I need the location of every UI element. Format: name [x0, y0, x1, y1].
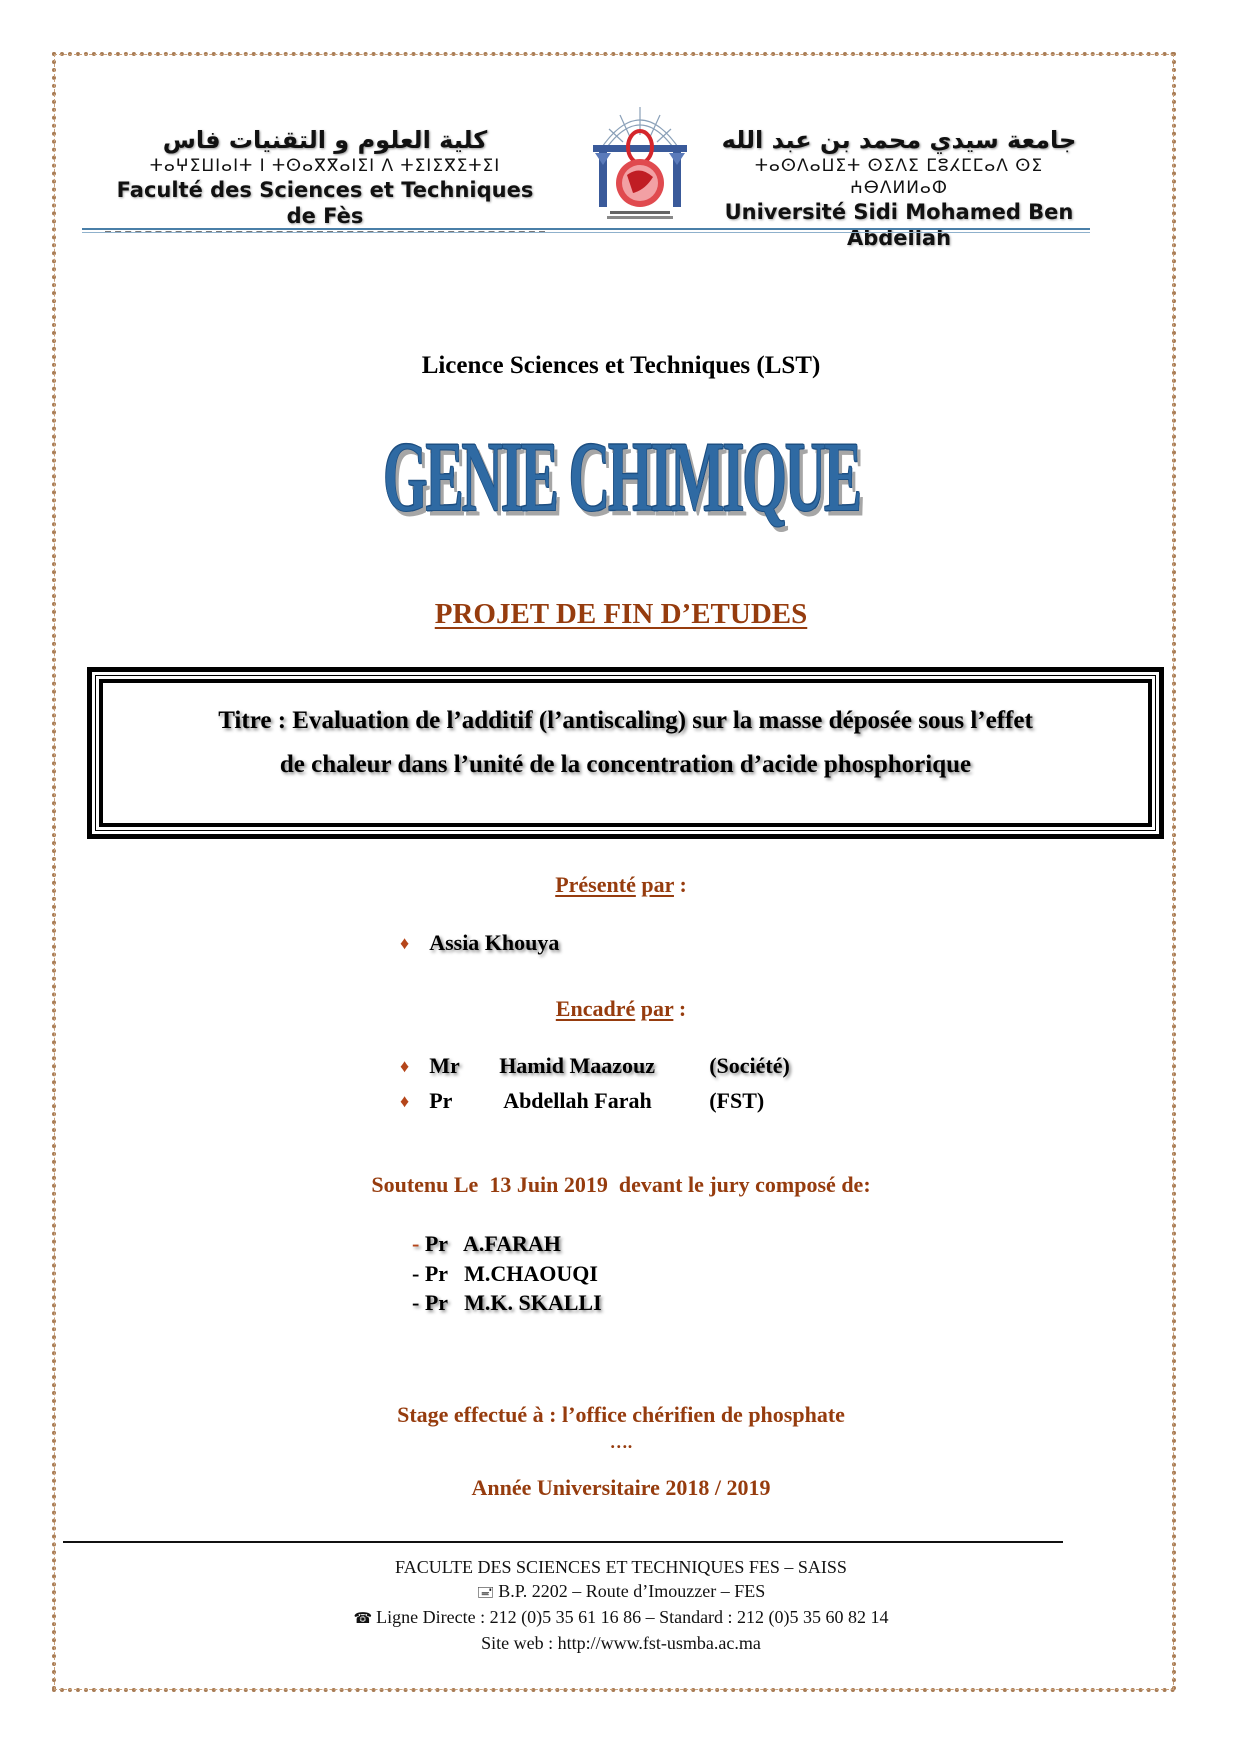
supervisor-title: Mr	[429, 1053, 460, 1078]
document-type: PROJET DE FIN D’ETUDES	[434, 598, 808, 630]
defense-statement: Soutenu Le 13 Juin 2019 devant le jury composé de:	[371, 1172, 871, 1197]
footer-phone: Ligne Directe : 212 (0)5 35 61 16 86 – Standard : 212 (0)5 35 60 82 14	[376, 1607, 889, 1627]
footer-rule	[63, 1541, 1063, 1543]
student-name: Assia Khouya	[429, 930, 560, 955]
telephone-icon: ☎	[353, 1611, 373, 1627]
supervisor-name: Hamid Maazouz	[499, 1053, 656, 1078]
university-name-latin: Université Sidi Mohamed Ben Abdellah	[724, 200, 1074, 250]
footer-address: B.P. 2202 – Route d’Imouzzer – FES	[498, 1581, 766, 1601]
footer-website: Site web : http://www.fst-usmba.ac.ma	[481, 1633, 761, 1653]
supervisor-affiliation: (FST)	[709, 1088, 765, 1113]
supervisor-item	[400, 1088, 764, 1114]
university-name-arabic: جامعة سيدي محمد بن عبد الله	[721, 126, 1077, 154]
supervisor-item	[400, 1053, 790, 1079]
ellipsis: ….	[609, 1432, 633, 1452]
university-name-tifinagh: ⵜⴰⵙⴷⴰⵡⵉⵜ ⵙⵉⴷⵉ ⵎⵓⵃⵎⵎⴰⴷ ⵙⵉ ⵄⴱⴷⵍⵍⴰⵀ	[754, 156, 1044, 198]
supervisor-affiliation: (Société)	[709, 1053, 790, 1078]
title-frame	[87, 667, 1164, 839]
diamond-bullet-icon: ♦	[400, 1090, 410, 1111]
thesis-title-line-1: Titre : Evaluation de l’additif (l’antiscaling) sur la masse déposée sous l’effet	[218, 707, 1033, 734]
jury-member: - Pr M.K. SKALLI	[412, 1290, 602, 1315]
faculty-name-latin: Faculté des Sciences et Techniques de Fès	[116, 178, 534, 228]
academic-year: Année Universitaire 2018 / 2019	[471, 1475, 771, 1500]
university-emblem-icon	[585, 95, 695, 225]
faculty-header	[100, 125, 550, 236]
footer	[0, 1555, 1242, 1655]
supervisor-name: Abdellah Farah	[503, 1088, 652, 1113]
footer-address-line	[0, 1579, 1242, 1605]
header-rule-thin	[82, 232, 1090, 233]
footer-phone-line	[0, 1605, 1242, 1631]
diamond-bullet-icon: ♦	[400, 932, 410, 953]
department-title	[0, 418, 1242, 548]
student-item	[400, 930, 559, 956]
letterhead	[100, 95, 1090, 250]
supervisor-title: Pr	[429, 1088, 453, 1113]
jury-member: - Pr M.CHAOUQI	[412, 1261, 598, 1286]
program-name: Licence Sciences et Techniques (LST)	[421, 352, 821, 379]
diamond-bullet-icon: ♦	[400, 1055, 410, 1076]
mailbox-icon: 🖃	[476, 1585, 495, 1601]
faculty-name-arabic: كلية العلوم و التقنيات فاس	[162, 126, 488, 154]
internship-location: Stage effectué à : l’office chérifien de phosphate	[397, 1402, 845, 1427]
supervised-by-label: Encadré par :	[555, 996, 687, 1021]
jury-member: - Pr A.FARAH	[412, 1231, 561, 1256]
presented-by-label: Présenté par :	[555, 872, 687, 897]
header-rule	[82, 228, 1090, 230]
faculty-name-tifinagh: ⵜⴰⵖⵉⵡⵏⴰⵏⵜ ⵏ ⵜⵙⴰⴳⴳⴰⵏⵉⵏ ⴷ ⵜⵉⵏⵉⴳⵉⵜⵉⵏ	[149, 156, 501, 176]
department-wordart: GENIE CHIMIQUE	[382, 420, 860, 533]
thesis-title-line-2: de chaleur dans l’unité de la concentration d’acide phosphorique	[279, 751, 972, 778]
footer-institution: FACULTE DES SCIENCES ET TECHNIQUES FES – SAISS	[395, 1557, 847, 1577]
